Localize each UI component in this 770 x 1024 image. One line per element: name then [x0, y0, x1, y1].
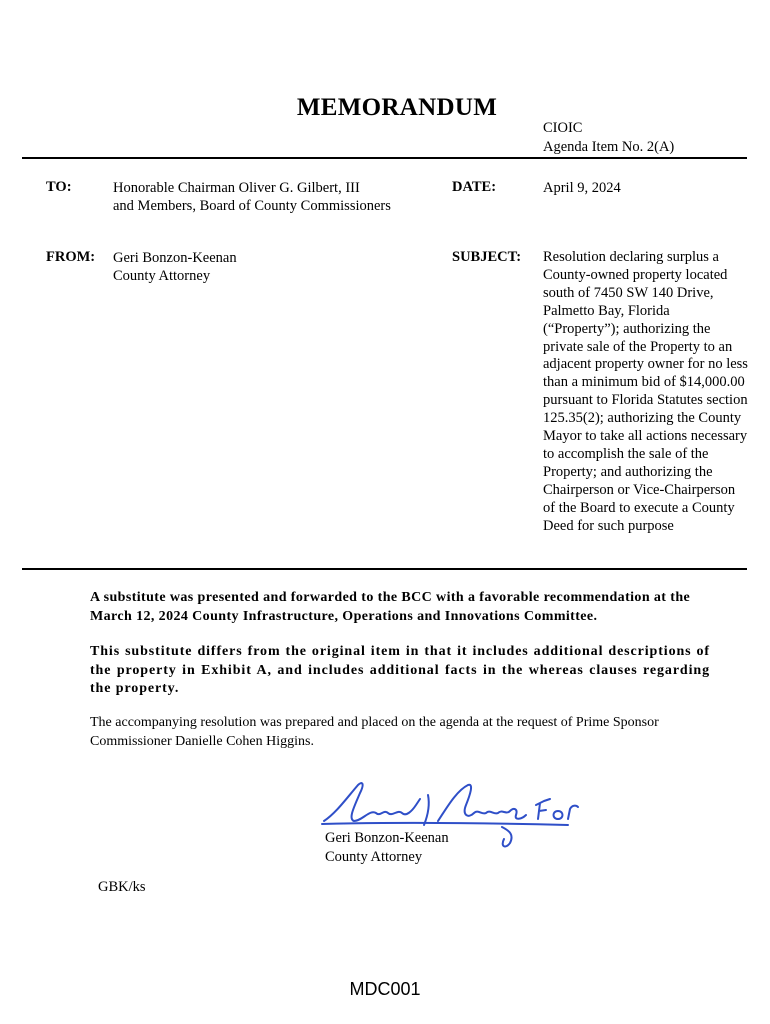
signatory-name: Geri Bonzon-Keenan — [325, 830, 449, 846]
signatory — [325, 829, 449, 867]
memo-title: MEMORANDUM — [296, 94, 498, 121]
document-id-footer: MDC001 — [349, 979, 421, 999]
subject-divider — [22, 568, 747, 570]
date-value: April 9, 2024 — [543, 180, 621, 196]
agenda-item-number: Agenda Item No. 2(A) — [543, 139, 675, 155]
substitute-differences: This substitute differs from the original item in that it includes additional descriptions of the property in Exhibit A, and includes additional facts in the whereas clauses regarding the property. — [90, 644, 710, 696]
header-divider — [22, 157, 747, 159]
typist-initials: GBK/ks — [98, 879, 146, 895]
agenda-reference — [543, 119, 674, 157]
to-line-2: and Members, Board of County Commissioners — [113, 198, 391, 214]
to-line-1: Honorable Chairman Oliver G. Gilbert, III — [113, 180, 360, 196]
from-line-2: County Attorney — [113, 268, 211, 284]
from-line-1: Geri Bonzon-Keenan — [113, 250, 237, 266]
from-label: FROM: — [46, 249, 96, 265]
substitute-notice: A substitute was presented and forwarded to the BCC with a favorable recommendation at the March 12, 2024 County Infrastructure, Operations and Innovations Committee. — [90, 590, 691, 624]
subject-text: Resolution declaring surplus a County-owned property located south of 7450 SW 140 Drive, Palmetto Bay, Florida (“Property”); authorizing the private sale of the Property to an adjacent property owner for no less than a minimum bid of $14,000.00 pursuant to Florida Statutes section 125.35(2); authorizing the County Mayor to take all actions necessary to accomplish the sale of the Property; and authorizing the Chairperson or Vice-Chairperson of the Board to execute a County Deed for such purpose — [543, 249, 748, 534]
from-sender — [113, 249, 237, 285]
to-label: TO: — [46, 179, 72, 195]
sponsor-note: The accompanying resolution was prepared and placed on the agenda at the request of Prime Sponsor Commissioner Danielle Cohen Higgins. — [90, 715, 659, 749]
committee-code: CIOIC — [543, 120, 583, 136]
subject-label: SUBJECT: — [452, 249, 522, 265]
to-recipient — [113, 179, 391, 215]
signatory-title: County Attorney — [325, 849, 423, 865]
date-label: DATE: — [452, 179, 497, 195]
